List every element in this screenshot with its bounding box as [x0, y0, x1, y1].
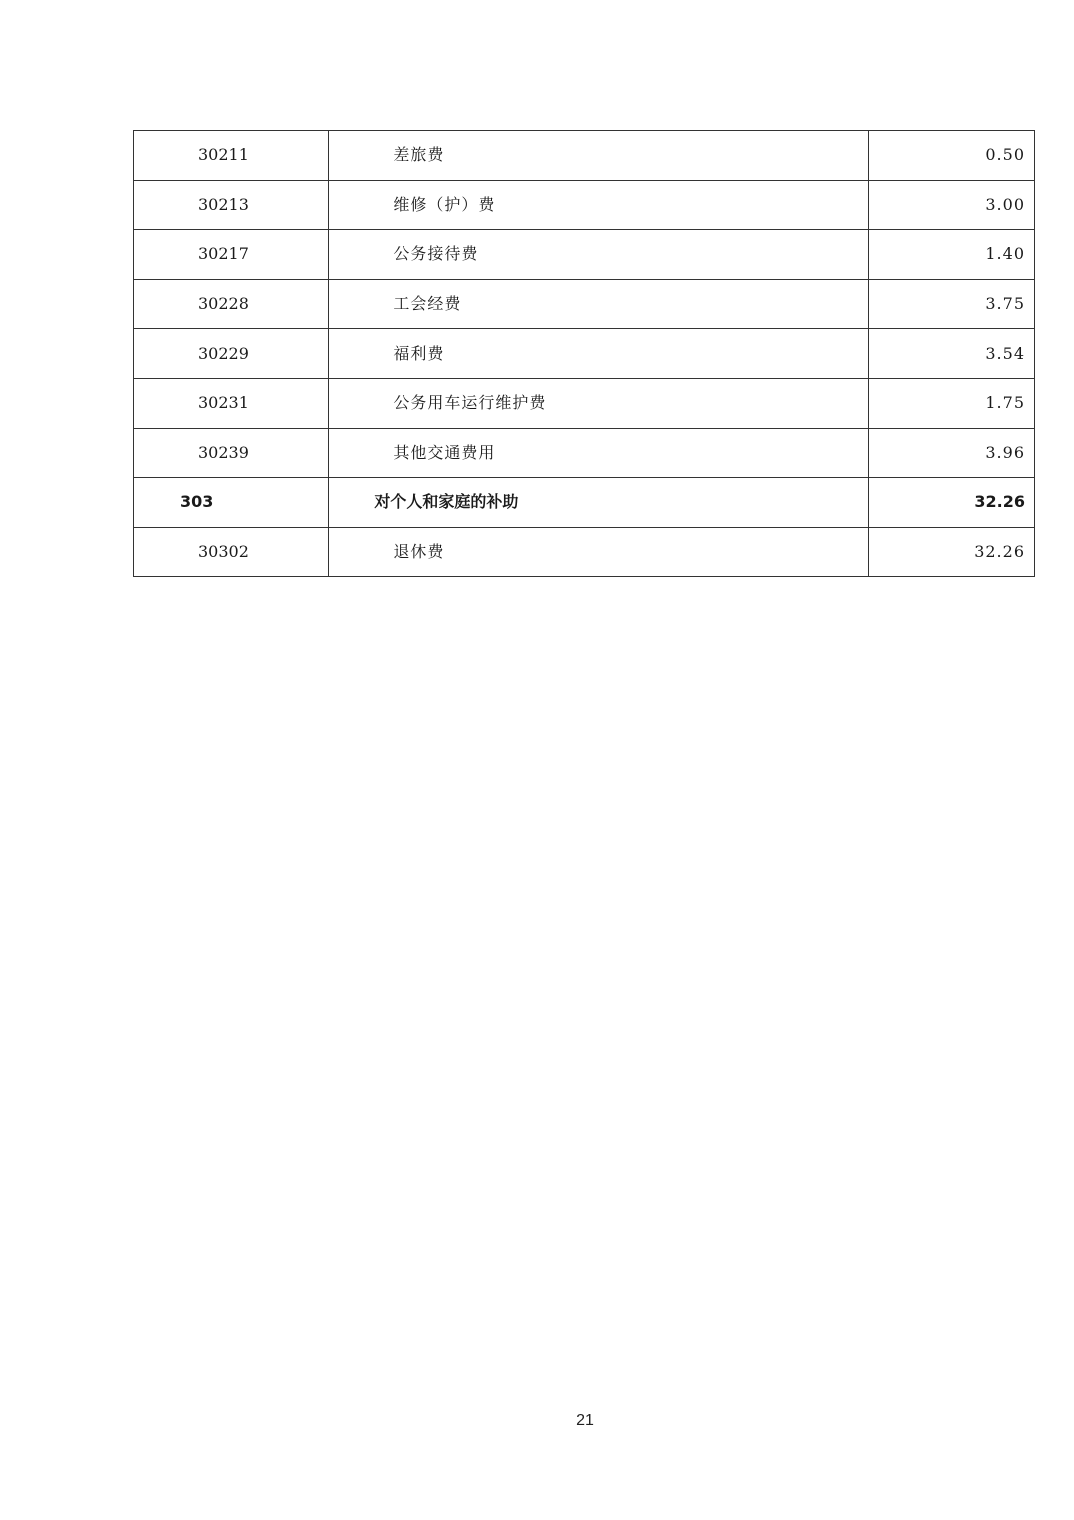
- row-code: 30213: [134, 180, 329, 230]
- table-row: [134, 378, 1035, 428]
- row-name: 维修（护）费: [329, 180, 868, 230]
- row-amount: 3.96: [868, 428, 1034, 478]
- table-row: [134, 428, 1035, 478]
- row-code: 30211: [134, 131, 329, 181]
- row-name: 福利费: [329, 329, 868, 379]
- row-code: 30239: [134, 428, 329, 478]
- row-amount: 3.75: [868, 279, 1034, 329]
- row-amount: 3.54: [868, 329, 1034, 379]
- row-name: 退休费: [329, 527, 868, 577]
- row-amount: 0.50: [868, 131, 1034, 181]
- row-name: 其他交通费用: [329, 428, 868, 478]
- category-code: 303: [134, 478, 329, 528]
- table-row: [134, 279, 1035, 329]
- row-code: 30231: [134, 378, 329, 428]
- row-amount: 1.40: [868, 230, 1034, 280]
- table-row: [134, 230, 1035, 280]
- row-amount: 32.26: [868, 527, 1034, 577]
- row-code: 30228: [134, 279, 329, 329]
- row-code: 30229: [134, 329, 329, 379]
- category-amount: 32.26: [868, 478, 1034, 528]
- row-amount: 1.75: [868, 378, 1034, 428]
- row-name: 公务接待费: [329, 230, 868, 280]
- row-code: 30302: [134, 527, 329, 577]
- category-name: 对个人和家庭的补助: [329, 478, 868, 528]
- row-amount: 3.00: [868, 180, 1034, 230]
- table-row: [134, 131, 1035, 181]
- budget-table: [133, 130, 1035, 577]
- row-code: 30217: [134, 230, 329, 280]
- row-name: 公务用车运行维护费: [329, 378, 868, 428]
- page-number: 21: [576, 1412, 594, 1429]
- row-name: 工会经费: [329, 279, 868, 329]
- table-row-category: [134, 478, 1035, 528]
- row-name: 差旅费: [329, 131, 868, 181]
- table-row: [134, 180, 1035, 230]
- table-row: [134, 527, 1035, 577]
- table-row: [134, 329, 1035, 379]
